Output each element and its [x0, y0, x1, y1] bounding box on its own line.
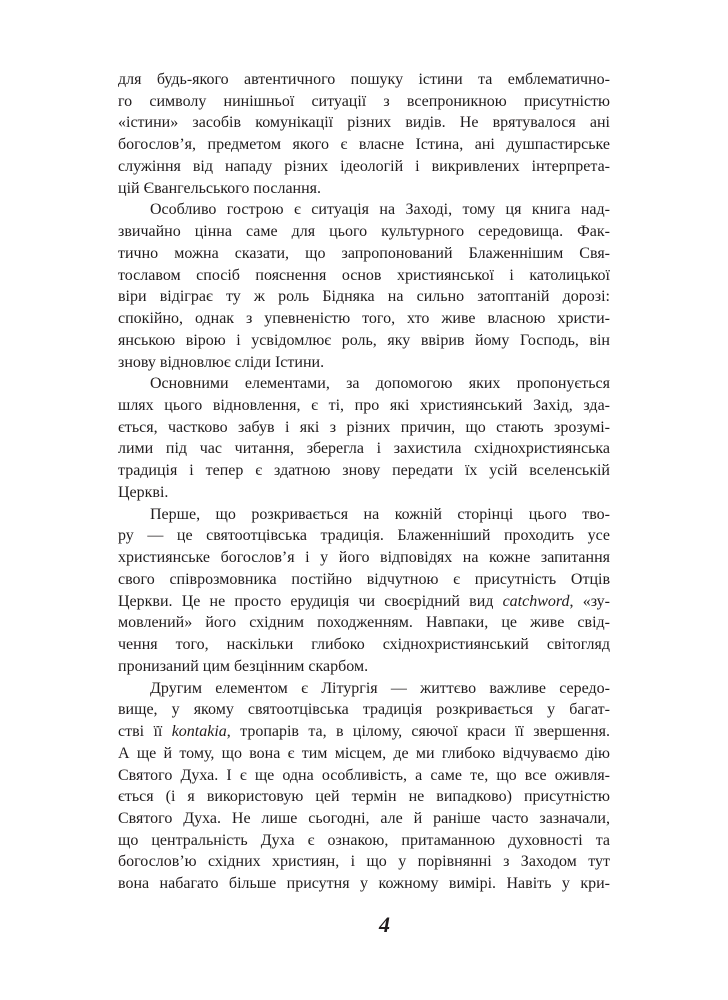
text-line: що центральність Духа є ознакою, притаманною духовності та: [118, 831, 610, 849]
text-line: богослов’ю східних християн, і що у порівнянні з Заходом тут: [118, 853, 610, 871]
text-segment: , «зу-: [569, 592, 611, 610]
text-line: мовлений» його східним походженням. Навпаки, це живе свід-: [118, 614, 610, 632]
text-line: вище, у якому святоотцівська традиція розкривається у багат-: [118, 701, 610, 719]
text-line: християнське богослов’я і у його відповідях на кожне запитання: [118, 549, 610, 567]
text-line: тично можна сказати, що запропонований Блаженнішим Свя-: [118, 244, 610, 262]
text-line: спокійно, однак з упевненістю того, хто живе власною христи-: [118, 310, 610, 328]
text-line: пронизаний цим безцінним скарбом.: [118, 657, 369, 675]
text-line: Перше, що розкривається на кожній сторінці цього тво-: [150, 505, 610, 523]
text-line: Святого Духа. Не лише сьогодні, але й раніше часто зазначали,: [118, 809, 610, 827]
text-segment: , тропарів та, в цілому, сяючої краси її звершення.: [226, 723, 611, 741]
paragraph: [118, 373, 610, 503]
text-line: А ще й тому, що вона є тим місцем, де ми глибоко відчуваємо дію: [118, 744, 610, 762]
text-line: Святого Духа. І є ще одна особливість, а саме те, що все оживля-: [118, 766, 610, 784]
text-line: цій Євангельського послання.: [118, 179, 322, 197]
page-number: 4: [379, 912, 390, 937]
paragraph: [118, 504, 610, 678]
text-line: тославом спосіб пояснення основ християнської і католицької: [118, 266, 610, 284]
text-line: богослов’я, предметом якого є власне Істина, ані душпастирське: [118, 136, 610, 154]
text-line: свого співрозмовника постійно відчутною є присутність Отців: [118, 570, 610, 588]
text-line: служіння від нападу різних ідеологій і викривлених інтерпрета-: [118, 157, 610, 175]
text-segment: Церкви. Це не просто ерудиція чи своєрідний вид: [118, 592, 503, 610]
text-block: [118, 69, 610, 895]
text-segment: стві її: [118, 723, 172, 741]
italic-term: kontakia: [171, 723, 227, 741]
text-line: чення того, наскільки глибоко східнохристиянський світогляд: [118, 636, 610, 654]
text-line: Особливо гострою є ситуація на Заході, тому ця книга над-: [150, 201, 610, 219]
italic-term: catchword: [502, 592, 570, 610]
text-line: Другим елементом є Літургія — життєво важливе середо-: [150, 679, 610, 697]
text-line: вона набагато більше присутня у кожному вимірі. Навіть у кри-: [118, 875, 610, 893]
text-line: ється (і я використовую цей термін не випадково) присутністю: [118, 788, 610, 806]
text-line: «істини» засобів комунікації різних видів. Не врятувалося ані: [118, 114, 610, 132]
text-line: Основними елементами, за допомогою яких пропонується: [150, 375, 610, 393]
text-line: [118, 721, 610, 743]
text-line: ру — це святоотцівська традиція. Блаженніший проходить усе: [118, 527, 610, 545]
text-line: традиція і тепер є здатною знову передати їх усій вселенській: [118, 462, 610, 480]
text-line: знову відновлює сліди Істини.: [118, 353, 325, 371]
text-line: звичайно цінна саме для цього культурного середовища. Фак-: [118, 223, 610, 241]
text-line: Церкві.: [118, 483, 169, 501]
text-line: для будь-якого автентичного пошуку істини та емблематично-: [118, 71, 610, 88]
paragraph: [118, 69, 610, 199]
paragraph: [118, 199, 610, 373]
text-line: янською вірою і усвідомлює роль, яку ввірив йому Господь, він: [118, 331, 610, 349]
text-line: лими під час читання, зберегла і захистила східнохристиянська: [118, 440, 610, 458]
text-line: віри відіграє ту ж роль Бідняка на сильно затоптаній дорозі:: [118, 288, 610, 306]
text-line: ється, частково забув і які з різних причин, що стають зрозумі-: [118, 418, 610, 436]
text-line: шлях цього відновлення, є ті, про які християнський Захід, зда-: [118, 397, 610, 415]
text-line: го символу нинішньої ситуації з всепроникною присутністю: [118, 92, 610, 110]
paragraph: [118, 678, 610, 895]
text-line: [118, 591, 610, 613]
